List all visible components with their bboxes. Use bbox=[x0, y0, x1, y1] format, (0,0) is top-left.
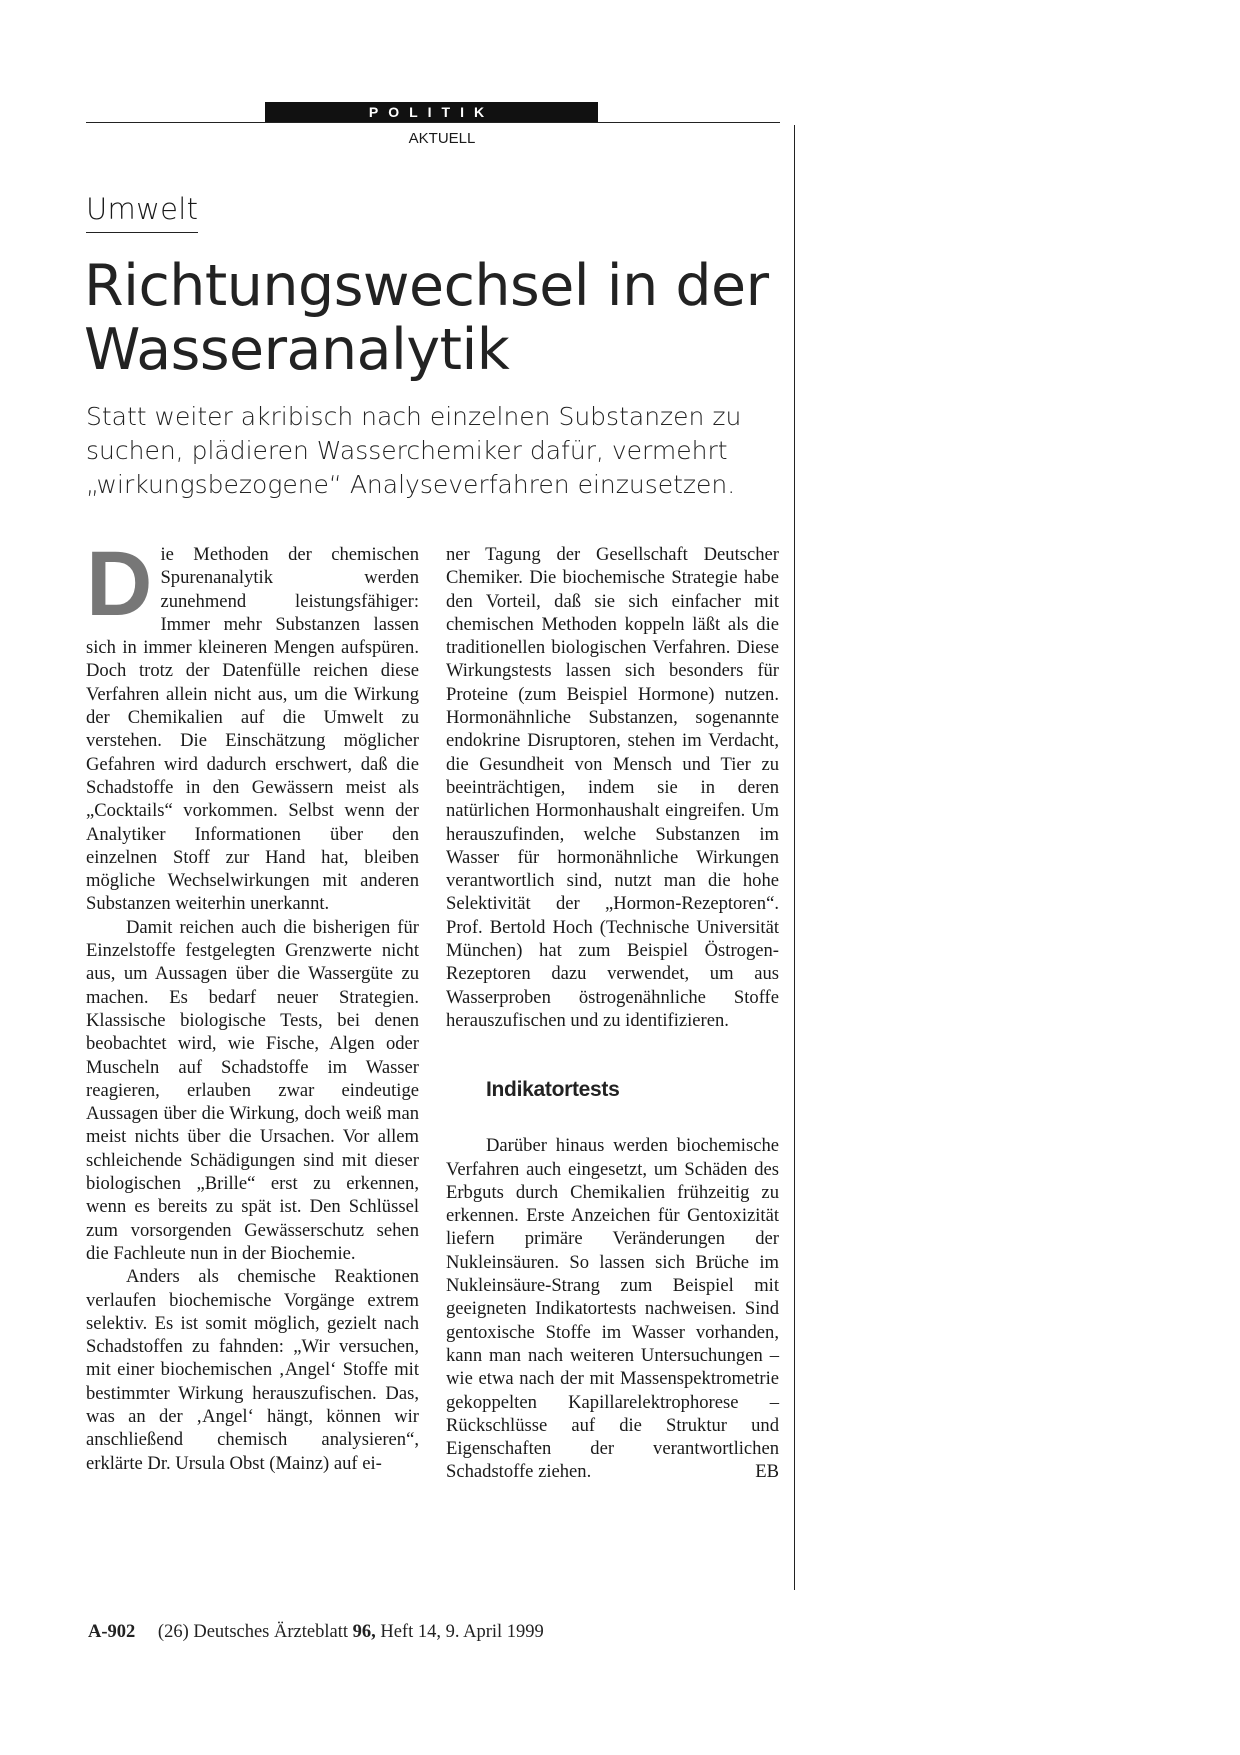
article-title: Richtungswechsel in der Wasseranalytik bbox=[84, 253, 769, 383]
journal-name: (26) Deutsches Ärzteblatt bbox=[157, 1622, 348, 1642]
article-body-right bbox=[446, 543, 779, 1484]
column-rule bbox=[794, 125, 795, 1590]
article-kicker: Umwelt bbox=[86, 192, 198, 233]
drop-cap: D bbox=[86, 533, 153, 635]
right-column-flow bbox=[446, 543, 779, 1484]
paragraph-3-text: Anders als chemische Reaktionen verlaufen biochemische Vorgänge extrem selektiv. Es ist somit möglich, gezielt nach Schadstoffen zu fahnden: „Wir versuchen, mit einer biochemischen ‚Angel‘ Stoffe mit bestimmter Wirkung herauszufischen. Das, was an der ‚Angel‘ hängt, können wir anschließend chemisch analysieren“, erklärte Dr. Ursula Obst (Mainz) auf ei- bbox=[86, 1266, 419, 1474]
header-rule bbox=[86, 122, 780, 123]
author-signature: EB bbox=[755, 1461, 779, 1483]
journal-volume: 96, bbox=[352, 1622, 376, 1642]
paragraph-3-continued: ner Tagung der Gesellschaft Deutscher Chemiker. Die biochemische Strategie habe den Vorteil, daß sie sich einfacher mit chemischen Methoden koppeln läßt als die traditionellen biologischen Verfahren. Diese Wirkungstests lassen sich besonders für Proteine (zum Beispiel Hormone) nutzen. Hormonähnliche Substanzen, sogenannte endokrine Disruptoren, stehen im Verdacht, die Gesundheit von Mensch und Tier zu beeinträchtigen, indem sie in deren natürlichen Hormonhaushalt eingreifen. Um herauszufinden, welche Substanzen im Wasser für hormonähnliche Wirkungen verantwortlich sind, nutzt man die hohe Selektivität der „Hormon-Rezeptoren“. Prof. Bertold Hoch (Technische Universität München) hat zum Beispiel Östrogen-Rezeptoren dazu verwendet, um aus Wasserproben östrogenähnliche Stoffe herauszufischen und zu identifizieren. bbox=[446, 544, 779, 1031]
article-body-left bbox=[86, 533, 419, 1475]
page-footer bbox=[88, 1622, 544, 1643]
subheading: Indikatortests bbox=[486, 1078, 620, 1102]
article-lead: Statt weiter akribisch nach einzelnen Substanzen zu suchen, plädieren Wasserchemiker dafür, vermehrt „wirkungsbezogene“ Analyseverfahren einzusetzen. bbox=[86, 402, 742, 499]
paragraph-1-text: ie Methoden der chemischen Spurenanalytik werden zunehmend leistungsfähiger: Immer mehr Substanzen lassen sich in immer kleineren Mengen aufspüren. Doch trotz der Datenfülle reichen diese Verfahren allein nicht aus, um die Wirkung der Chemikalien auf die Umwelt zu verstehen. Die Einschätzung möglicher Gefahren wird dadurch erschwert, daß die Schadstoffe in den Gewässern meist als „Cocktails“ vorkommen. Selbst wenn der Analytiker Informationen über den einzelnen Stoff zur Hand hat, bleiben mögliche Wechselwirkungen mit anderen Substanzen weiterhin unerkannt. bbox=[86, 544, 419, 915]
issue-date: Heft 14, 9. April 1999 bbox=[380, 1622, 544, 1642]
paragraph-2: Damit reichen auch die bisherigen für Einzelstoffe festgelegten Grenzwerte nicht aus, um Aussagen über die Wassergüte zu machen. Es bedarf neuer Strategien. Klassische biologische Tests, bei denen beobachtet wird, wie Fische, Algen oder Muscheln auf Schadstoffe im Wasser reagieren, erlauben zwar eindeutige Aussagen über die Wirkung, doch weiß man meist nichts über die Ursachen. Vor allem schleichende Schädigungen sind mit dieser biologischen „Brille“ erst zu erkennen, wenn es bereits zu spät ist. Den Schlüssel zum vorsorgenden Gewässerschutz sehen die Fachleute nun in der Biochemie. bbox=[86, 916, 419, 1264]
paragraph-1 bbox=[86, 533, 419, 916]
paragraph-4 bbox=[446, 1134, 779, 1483]
paragraph-4-text: Darüber hinaus werden biochemische Verfahren auch eingesetzt, um Schäden des Erbguts durch Chemikalien frühzeitig zu erkennen. Erste Anzeichen für Gentoxizität liefern primäre Veränderungen der Nukleinsäuren. So lassen sich Brüche im Nukleinsäure-Strang zum Beispiel mit geeigneten Indikatortests nachweisen. Sind gentoxische Stoffe im Wasser vorhanden, kann man nach weiteren Untersuchungen – wie etwa nach der mit Massenspektrometrie gekoppelten Kapillarelektrophorese – Rückschlüsse auf die Struktur und Eigenschaften der verantwortlichen Schadstoffe ziehen. bbox=[446, 1135, 779, 1483]
subsection-label: AKTUELL bbox=[408, 130, 476, 147]
paragraph-3-part bbox=[86, 1265, 419, 1475]
page-number: A-902 bbox=[88, 1622, 136, 1642]
section-label: POLITIK bbox=[265, 102, 598, 123]
